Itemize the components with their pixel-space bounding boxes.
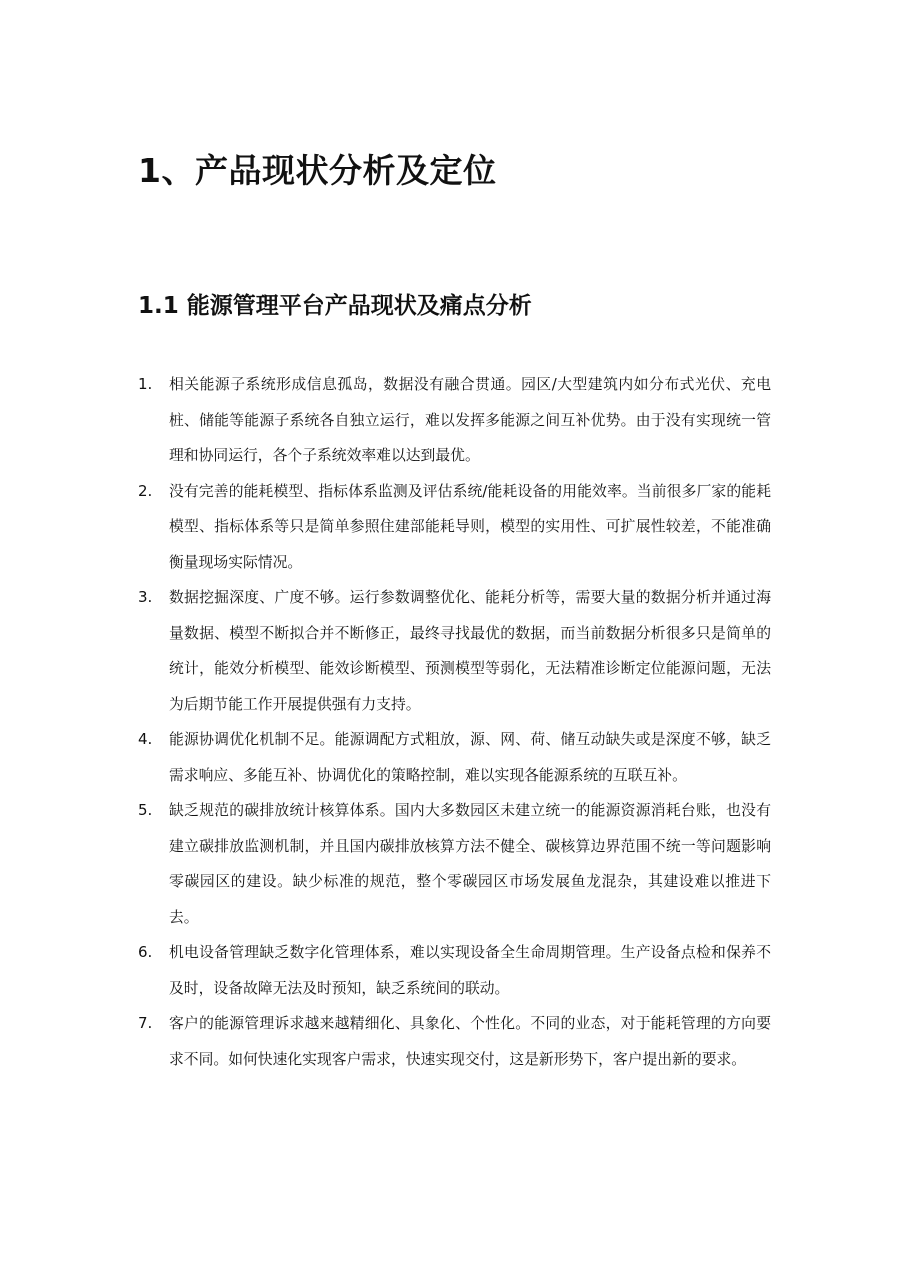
pain-point-list bbox=[138, 367, 778, 1077]
list-item-text: 机电设备管理缺乏数字化管理体系，难以实现设备全生命周期管理。生产设备点检和保养不及时，设备故障无法及时预知，缺乏系统间的联动。 bbox=[169, 944, 771, 997]
list-item-text: 缺乏规范的碳排放统计核算体系。国内大多数园区未建立统一的能源资源消耗台账，也没有建立碳排放监测机制，并且国内碳排放核算方法不健全、碳核算边界范围不统一等问题影响零碳园区的建设。缺少标准的规范，整个零碳园区市场发展鱼龙混杂，其建设难以推进下去。 bbox=[169, 802, 771, 926]
list-item bbox=[138, 722, 778, 793]
list-item-number: 3. bbox=[138, 588, 153, 606]
list-item-number: 5. bbox=[138, 801, 153, 819]
section-heading: 1、产品现状分析及定位 bbox=[138, 151, 497, 190]
list-item-number: 1. bbox=[138, 375, 153, 393]
subsection-heading: 1.1 能源管理平台产品现状及痛点分析 bbox=[138, 293, 532, 319]
list-item-text: 数据挖掘深度、广度不够。运行参数调整优化、能耗分析等，需要大量的数据分析并通过海量数据、模型不断拟合并不断修正，最终寻找最优的数据，而当前数据分析很多只是简单的统计，能效分析模型、能效诊断模型、预测模型等弱化，无法精准诊断定位能源问题，无法为后期节能工作开展提供强有力支持。 bbox=[169, 589, 771, 713]
list-item bbox=[138, 1006, 778, 1077]
list-item-text: 能源协调优化机制不足。能源调配方式粗放，源、网、荷、储互动缺失或是深度不够，缺乏需求响应、多能互补、协调优化的策略控制，难以实现各能源系统的互联互补。 bbox=[169, 731, 771, 784]
list-item bbox=[138, 474, 778, 581]
list-item-number: 7. bbox=[138, 1014, 153, 1032]
list-item bbox=[138, 935, 778, 1006]
list-item-text: 相关能源子系统形成信息孤岛，数据没有融合贯通。园区/大型建筑内如分布式光伏、充电桩、储能等能源子系统各自独立运行，难以发挥多能源之间互补优势。由于没有实现统一管理和协同运行，各个子系统效率难以达到最优。 bbox=[169, 376, 771, 464]
list-item bbox=[138, 580, 778, 722]
list-item-number: 6. bbox=[138, 943, 153, 961]
list-item-text: 客户的能源管理诉求越来越精细化、具象化、个性化。不同的业态，对于能耗管理的方向要求不同。如何快速化实现客户需求，快速实现交付，这是新形势下，客户提出新的要求。 bbox=[169, 1015, 771, 1068]
list-item-text: 没有完善的能耗模型、指标体系监测及评估系统/能耗设备的用能效率。当前很多厂家的能耗模型、指标体系等只是简单参照住建部能耗导则，模型的实用性、可扩展性较差，不能准确衡量现场实际情况。 bbox=[169, 482, 771, 571]
list-item-number: 2. bbox=[138, 481, 153, 500]
list-item-number: 4. bbox=[138, 730, 153, 748]
list-item bbox=[138, 367, 778, 474]
list-item bbox=[138, 793, 778, 935]
